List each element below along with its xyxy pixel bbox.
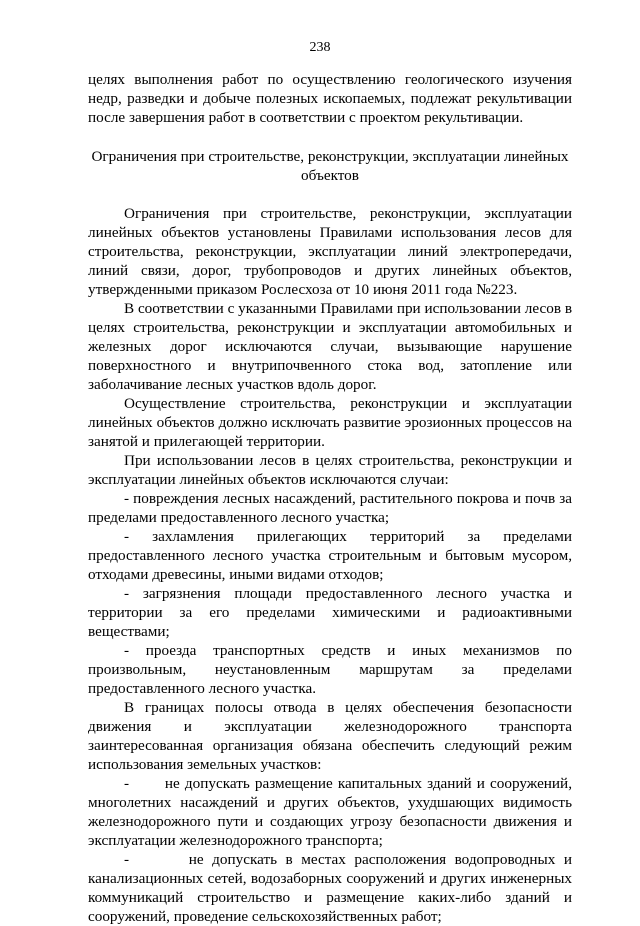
list-item: - загрязнения площади предоставленного лесного участка и территории за его пределами химическими и радиоактивными веществами;	[88, 585, 572, 640]
paragraph: В границах полосы отвода в целях обеспечения безопасности движения и эксплуатации железнодорожного транспорта заинтересованная организация обязана обеспечить следующий режим использования земельных участков:	[88, 699, 572, 773]
page-content	[88, 70, 576, 926]
list-item: - проезда транспортных средств и иных механизмов по произвольным, неустановленным маршрутам за пределами предоставленного лесного участка.	[88, 642, 572, 697]
section-title: Ограничения при строительстве, реконструкции, эксплуатации линейных объектов	[91, 148, 569, 184]
paragraph: Ограничения при строительстве, реконструкции, эксплуатации линейных объектов установлены Правилами использования лесов для строительства, реконструкции, эксплуатации линий электропередачи, линий связи, дорог, трубопроводов и других линейных объектов, утвержденными приказом Рослесхоза от 10 июня 2011 года №223.	[88, 205, 572, 298]
list-item: - повреждения лесных насаждений, растительного покрова и почв за пределами предоставленного лесного участка;	[88, 490, 572, 526]
list-item: - не допускать размещение капитальных зданий и сооружений, многолетних насаждений и других объектов, ухудшающих видимость железнодорожного пути и создающих угрозу безопасности движения и эксплуатации железнодорожного транспорта;	[88, 775, 576, 849]
page-number: 238	[309, 40, 331, 55]
paragraph: Осуществление строительства, реконструкции и эксплуатации линейных объектов должно исключать развитие эрозионных процессов на занятой и прилегающей территории.	[88, 395, 572, 450]
intro-paragraph: целях выполнения работ по осуществлению геологического изучения недр, разведки и добыче полезных ископаемых, подлежат рекультивации после завершения работ в соответствии с проектом рекультивации.	[88, 71, 572, 126]
list-item: - захламления прилегающих территорий за пределами предоставленного лесного участка строительным и бытовым мусором, отходами древесины, иными видами отходов;	[88, 528, 572, 583]
list-item: - не допускать в местах расположения водопроводных и канализационных сетей, водозаборных сооружений и других инженерных коммуникаций строительство и размещение каких-либо зданий и сооружений, проведение сельскохозяйственных работ;	[88, 851, 576, 925]
paragraph: При использовании лесов в целях строительства, реконструкции и эксплуатации линейных объектов исключаются случаи:	[88, 452, 572, 488]
paragraph: В соответствии с указанными Правилами при использовании лесов в целях строительства, реконструкции и эксплуатации автомобильных и железных дорог исключаются случаи, вызывающие нарушение поверхностного и внутрипочвенного стока вод, затопление или заболачивание лесных участков вдоль дорог.	[88, 300, 572, 393]
